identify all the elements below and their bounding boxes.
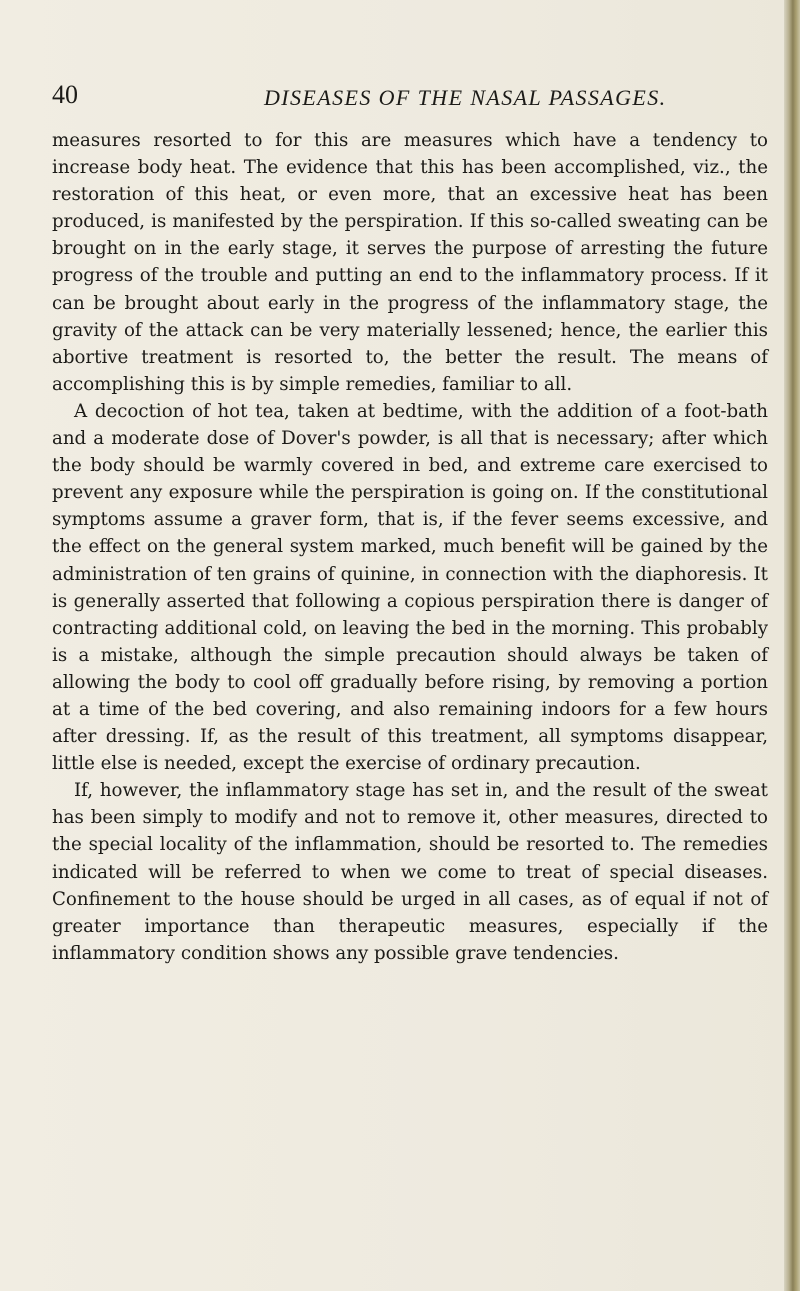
page-header [52, 82, 752, 116]
page-edge [784, 0, 800, 1291]
paragraph-3: If, however, the inflammatory stage has set in, and the result of the sweat has been simply to modify and not to remove it, other measures, directed to the special locality of the inflammation, should be resorted to. The remedies indicated will be referred to when we come to treat of special diseases. Confinement to the house should be urged in all cases, as of equal if not of greater importance than therapeutic measures, especially if the inflammatory condition shows any possible grave tendencies. [52, 780, 768, 964]
running-head: DISEASES OF THE NASAL PASSAGES. [264, 85, 667, 110]
body-text [52, 127, 768, 967]
paragraph-1: measures resorted to for this are measures which have a tendency to increase body heat. The evidence that this has been accomplished, viz., the restoration of this heat, or even more, that an excessive heat has been produced, is manifested by the perspiration. If this so-called sweating can be brought on in the early stage, it serves the purpose of arresting the future progress of the trouble and putting an end to the inflammatory process. If it can be brought about early in the progress of the inflammatory stage, the gravity of the attack can be very materially lessened; hence, the earlier this abortive treatment is resorted to, the better the result. The means of accomplishing this is by simple remedies, familiar to all. [52, 130, 768, 395]
page-number: 40 [52, 80, 78, 109]
paragraph-2: A decoction of hot tea, taken at bedtime, with the addition of a foot-bath and a moderate dose of Dover's powder, is all that is necessary; after which the body should be warmly covered in bed, and extreme care exercised to prevent any exposure while the perspiration is going on. If the constitutional symptoms assume a graver form, that is, if the fever seems excessive, and the effect on the general system marked, much benefit will be gained by the administration of ten grains of quinine, in connection with the diaphoresis. It is generally asserted that following a copious perspiration there is danger of contracting additional cold, on leaving the bed in the morning. This probably is a mistake, although the simple precaution should always be taken of allowing the body to cool off gradually before rising, by removing a portion at a time of the bed covering, and also remaining indoors for a few hours after dressing. If, as the result of this treatment, all symptoms disappear, little else is needed, except the exercise of ordinary precaution. [52, 400, 768, 775]
